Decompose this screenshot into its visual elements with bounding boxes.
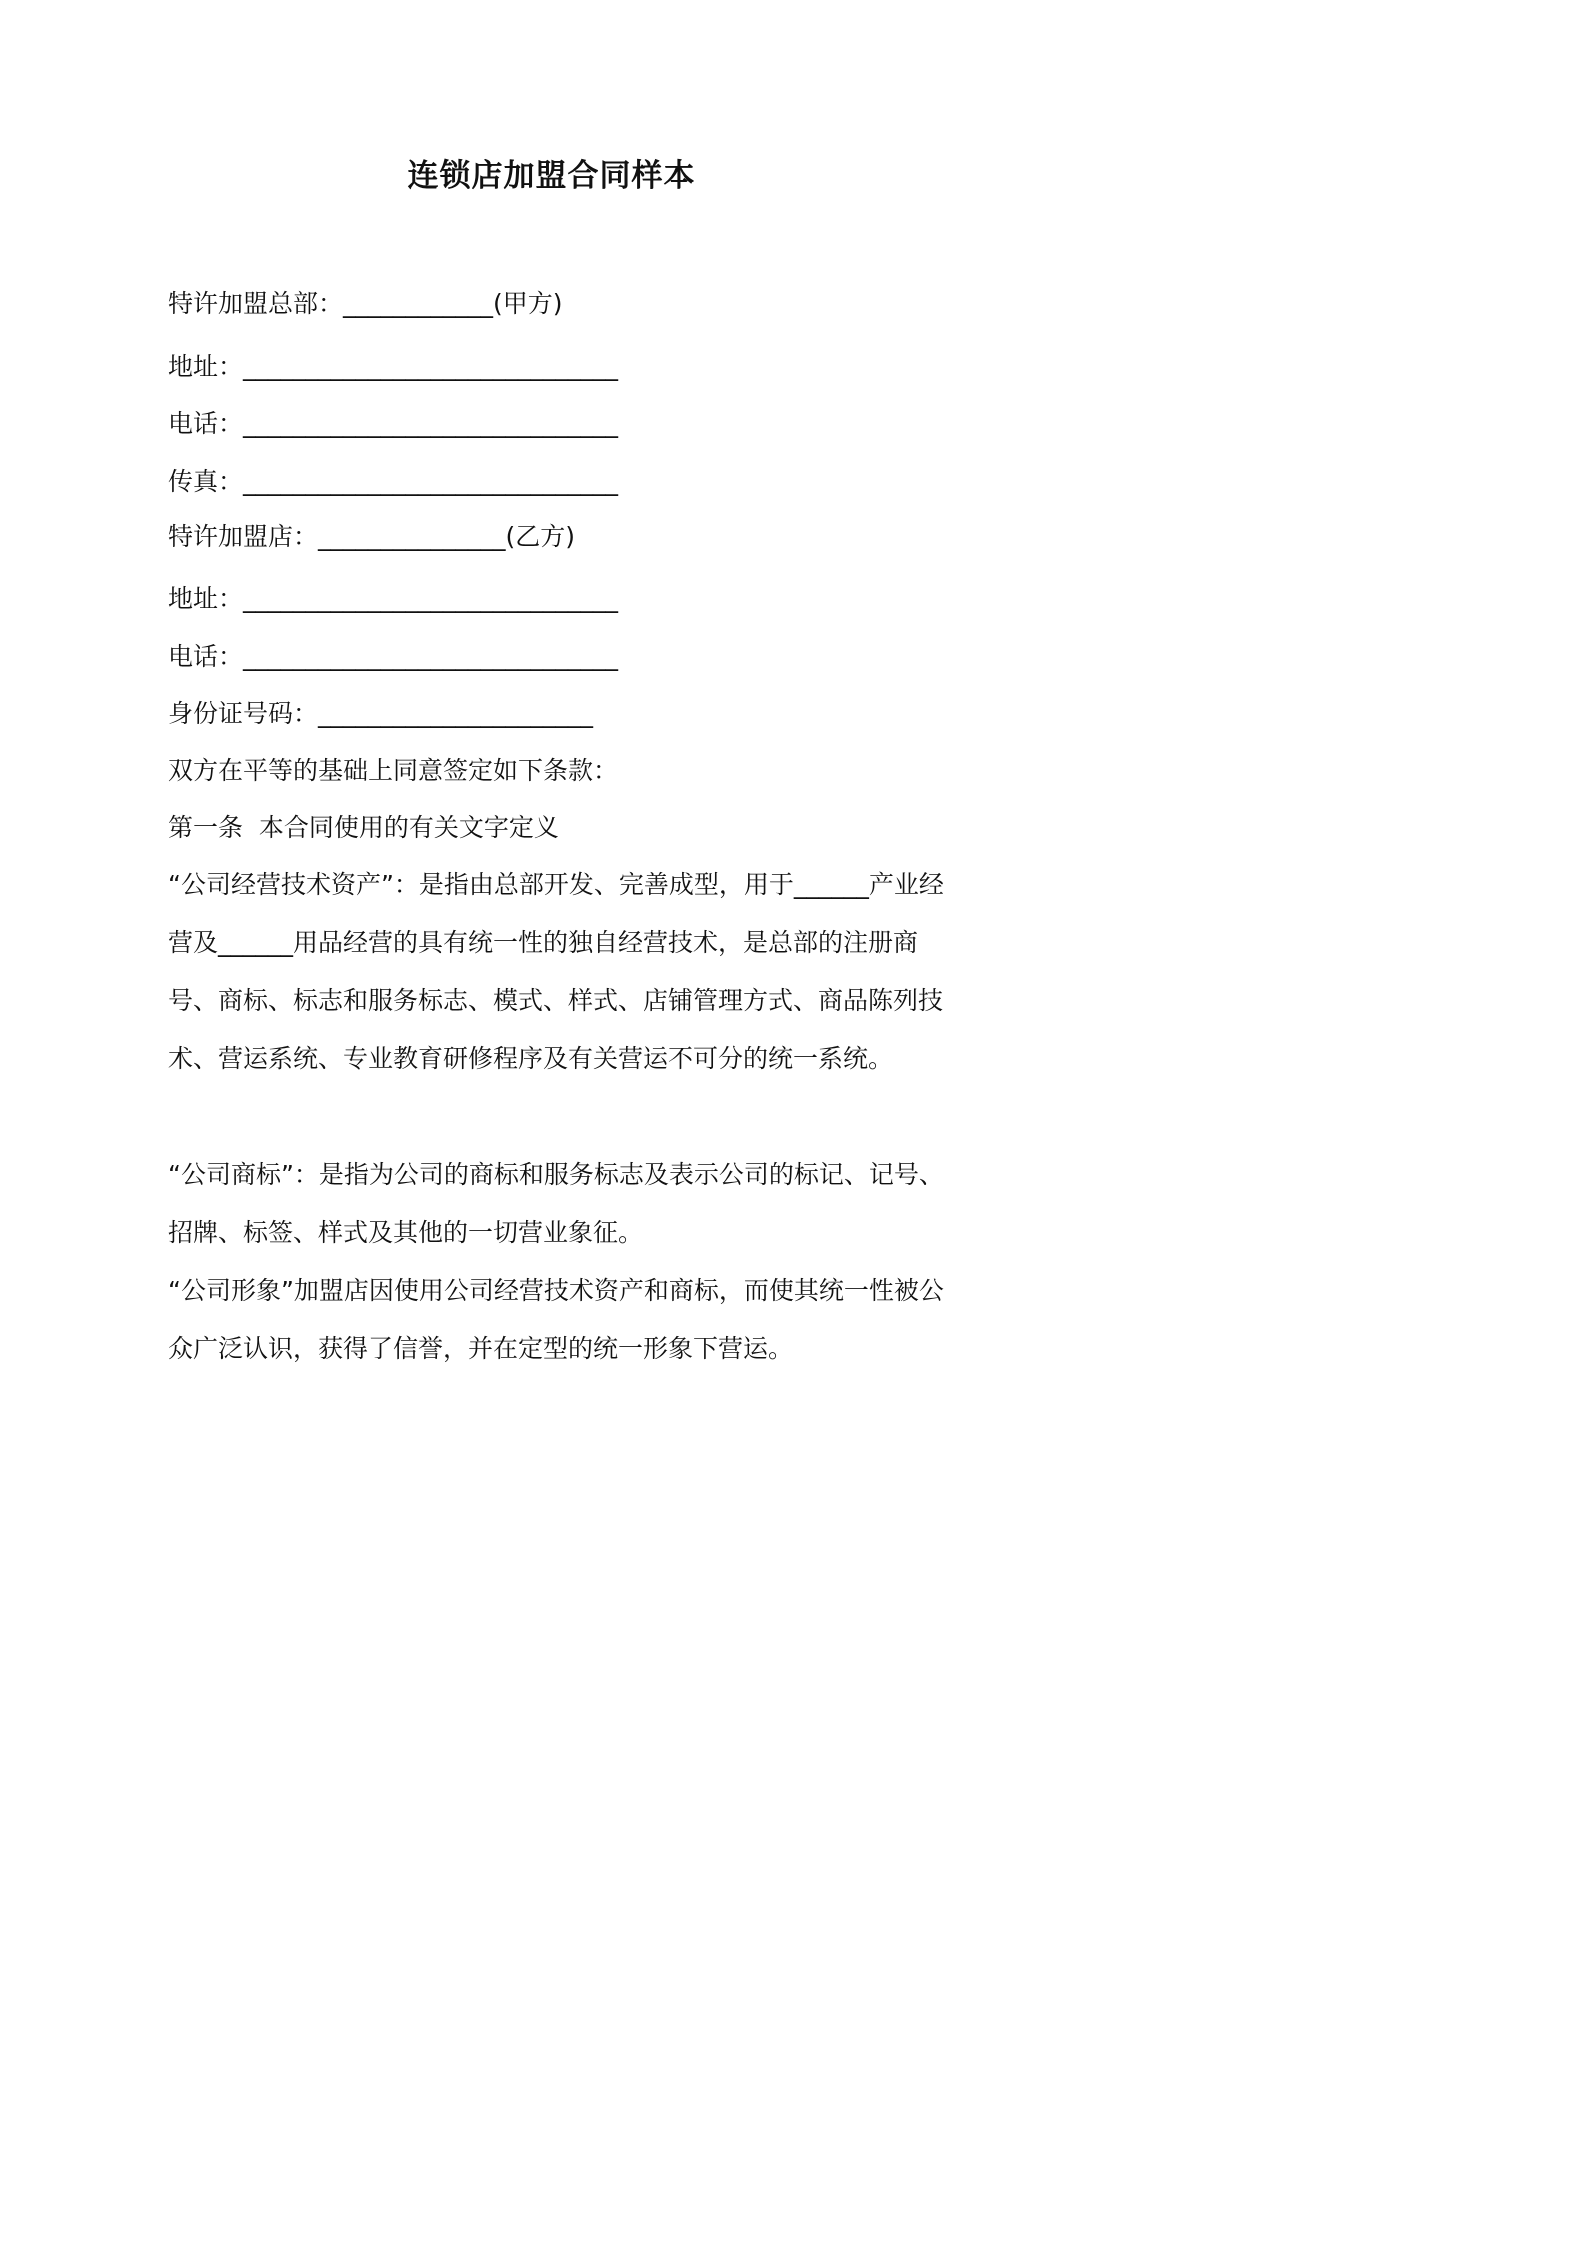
party-a-phone-line: 电话：______________________________ — [168, 409, 619, 438]
party-b-phone-line: 电话：______________________________ — [168, 642, 619, 671]
document-title: 连锁店加盟合同样本 — [407, 158, 696, 194]
definition-company-image: “公司形象”加盟店因使用公司经营技术资产和商标，而使其统一性被公众广泛认识，获得了信誉，并在定型的统一形象下营运。 — [168, 1276, 944, 1363]
party-a-address-line: 地址：______________________________ — [168, 352, 619, 381]
party-b-id-line: 身份证号码：______________________ — [168, 699, 594, 728]
agreement-intro: 双方在平等的基础上同意签定如下条款： — [168, 756, 619, 785]
party-b-address-line: 地址：______________________________ — [168, 584, 619, 613]
party-a-fax-line: 传真：______________________________ — [168, 467, 619, 496]
party-a-name-line: 特许加盟总部：____________(甲方) — [168, 289, 563, 318]
definition-technical-assets: “公司经营技术资产”：是指由总部开发、完善成型，用于______产业经营及______用品经营的具有统一性的独自经营技术，是总部的注册商号、商标、标志和服务标志、模式、样式、店铺管理方式、商品陈列技术、营运系统、专业教育研修程序及有关营运不可分的统一系统。 — [168, 870, 944, 1073]
definition-trademark: “公司商标”：是指为公司的商标和服务标志及表示公司的标记、记号、招牌、标签、样式及其他的一切营业象征。 — [168, 1160, 944, 1247]
document-page — [0, 0, 1103, 1562]
party-b-name-line: 特许加盟店：_______________(乙方) — [168, 522, 576, 551]
article-1-heading: 第一条 本合同使用的有关文字定义 — [168, 813, 559, 842]
